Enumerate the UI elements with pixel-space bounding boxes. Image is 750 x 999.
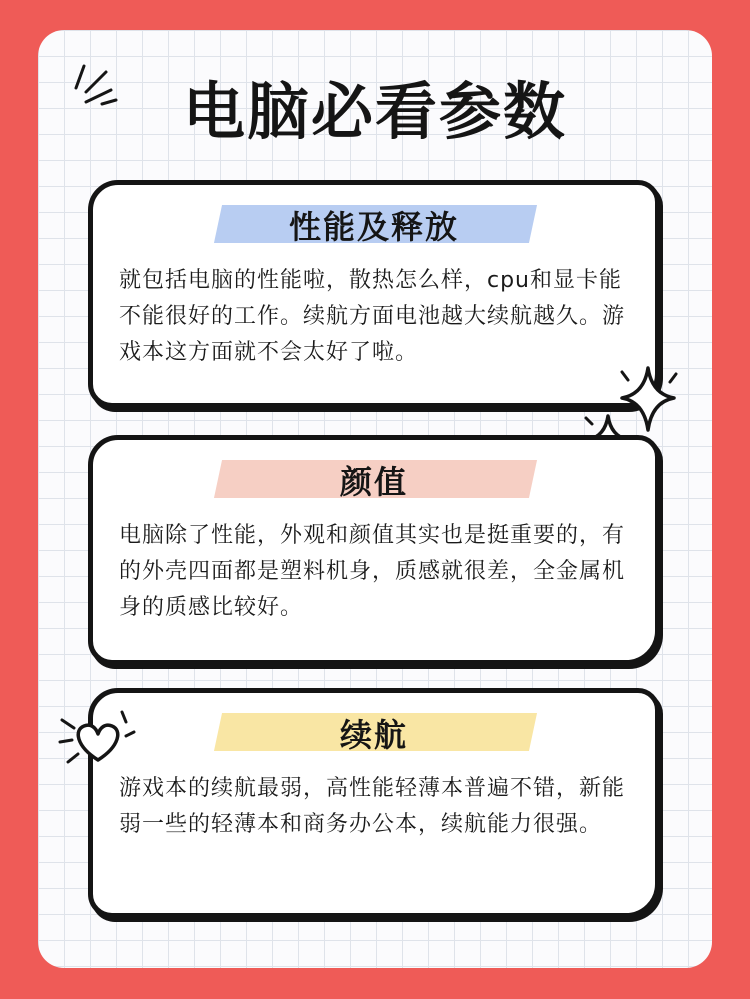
heart-doodle-icon bbox=[56, 702, 140, 772]
card-body: 游戏本的续航最弱，高性能轻薄本普遍不错，新能弱一些的轻薄本和商务办公本，续航能力很强。 bbox=[119, 776, 626, 837]
card-body: 电脑除了性能，外观和颜值其实也是挺重要的，有的外壳四面都是塑料机身，质感就很差，全金属机身的质感比较好。 bbox=[119, 523, 626, 620]
page-title: 电脑必看参数 bbox=[182, 75, 567, 148]
card-heading: 颜值 bbox=[339, 463, 408, 501]
card-body: 就包括电脑的性能啦，散热怎么样，cpu和显卡能不能很好的工作。续航方面电池越大续航越久。游戏本这方面就不会太好了啦。 bbox=[119, 268, 626, 365]
card-heading: 性能及释放 bbox=[288, 208, 459, 246]
card-battery bbox=[88, 688, 660, 918]
card-performance bbox=[88, 180, 660, 408]
card-heading: 续航 bbox=[339, 716, 408, 754]
card-appearance bbox=[88, 435, 660, 665]
